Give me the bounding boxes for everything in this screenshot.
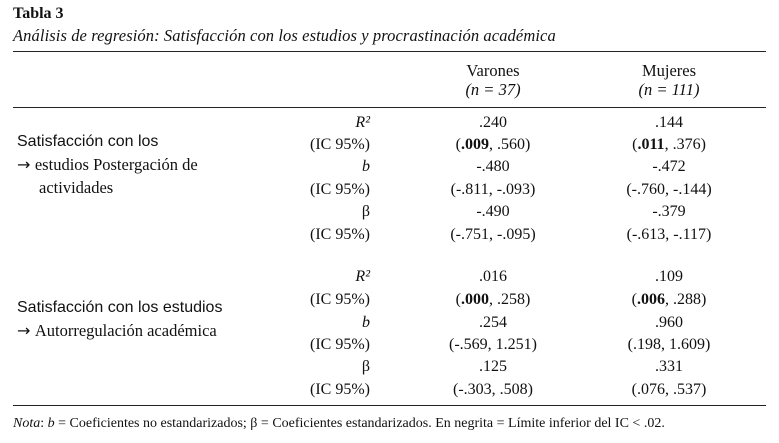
stat-label: β bbox=[361, 203, 370, 220]
cell-mujeres: (-.613, -.117) bbox=[626, 226, 712, 243]
top-rule bbox=[13, 51, 766, 52]
table-title: Tabla 3 bbox=[13, 5, 64, 22]
cell-varones: .125 bbox=[479, 358, 507, 375]
stat-label: (IC 95%) bbox=[310, 381, 370, 398]
cell-varones: (.000, .258) bbox=[455, 291, 531, 308]
stat-label: (IC 95%) bbox=[310, 226, 370, 243]
cell-mujeres: (.076, .537) bbox=[631, 381, 707, 398]
cell-mujeres: .109 bbox=[655, 268, 683, 285]
group-label-line: Autorregulación académica bbox=[34, 320, 217, 340]
group-label-1 bbox=[17, 131, 198, 200]
cell-mujeres: (-.760, -.144) bbox=[626, 181, 712, 198]
cell-mujeres: (.006, .288) bbox=[631, 291, 707, 308]
stat-label: β bbox=[361, 358, 370, 375]
cell-varones: -.490 bbox=[476, 203, 510, 220]
cell-varones: -.480 bbox=[476, 158, 510, 175]
stat-label: (IC 95%) bbox=[310, 136, 370, 153]
group-label-line: Satisfacción con los estudios bbox=[17, 299, 223, 316]
cell-varones: (-.569, 1.251) bbox=[449, 336, 537, 353]
cell-mujeres: .960 bbox=[655, 314, 683, 331]
cell-mujeres: (.198, 1.609) bbox=[627, 336, 711, 353]
cell-mujeres: .331 bbox=[655, 358, 683, 375]
cell-varones: .240 bbox=[479, 114, 507, 131]
stat-label: R² bbox=[355, 114, 370, 131]
header-rule bbox=[13, 107, 766, 108]
group-label-line: actividades bbox=[39, 178, 114, 197]
group-label-line: Satisfacción con los bbox=[17, 133, 159, 150]
column-header-varones bbox=[413, 61, 573, 99]
cell-mujeres: .144 bbox=[655, 114, 683, 131]
bottom-rule bbox=[13, 405, 766, 406]
group-label-line: estudios Postergación de bbox=[34, 154, 198, 174]
cell-mujeres: (.011, .376) bbox=[632, 136, 706, 153]
cell-varones: .016 bbox=[479, 268, 507, 285]
cell-mujeres: -.472 bbox=[652, 158, 686, 175]
stat-label: (IC 95%) bbox=[310, 336, 370, 353]
arrow-right-icon: → bbox=[17, 320, 31, 340]
table-subtitle: Análisis de regresión: Satisfacción con los estudios y procrastinación académica bbox=[13, 26, 556, 45]
column-name: Mujeres bbox=[641, 61, 697, 80]
cell-varones: .254 bbox=[479, 314, 507, 331]
stat-label: R² bbox=[355, 268, 370, 285]
stat-label: (IC 95%) bbox=[310, 181, 370, 198]
cell-varones: (-.811, -.093) bbox=[450, 181, 536, 198]
cell-varones: (-.303, .508) bbox=[453, 381, 533, 398]
column-header-mujeres bbox=[589, 61, 749, 99]
column-n: (n = 111) bbox=[638, 80, 700, 99]
stat-label: (IC 95%) bbox=[310, 291, 370, 308]
stat-label: b bbox=[362, 314, 370, 331]
group-label-2 bbox=[17, 297, 222, 343]
table-note: Nota: b = Coeficientes no estandarizados; β = Coeficientes estandarizados. En negrita = Límite inferior del IC < .02. bbox=[13, 416, 665, 431]
cell-varones: (-.751, -.095) bbox=[450, 226, 536, 243]
column-n: (n = 37) bbox=[465, 80, 521, 99]
arrow-right-icon: → bbox=[17, 154, 31, 174]
cell-varones: (.009, .560) bbox=[455, 136, 531, 153]
cell-mujeres: -.379 bbox=[652, 203, 686, 220]
column-name: Varones bbox=[466, 61, 520, 80]
stat-label: b bbox=[362, 158, 370, 175]
